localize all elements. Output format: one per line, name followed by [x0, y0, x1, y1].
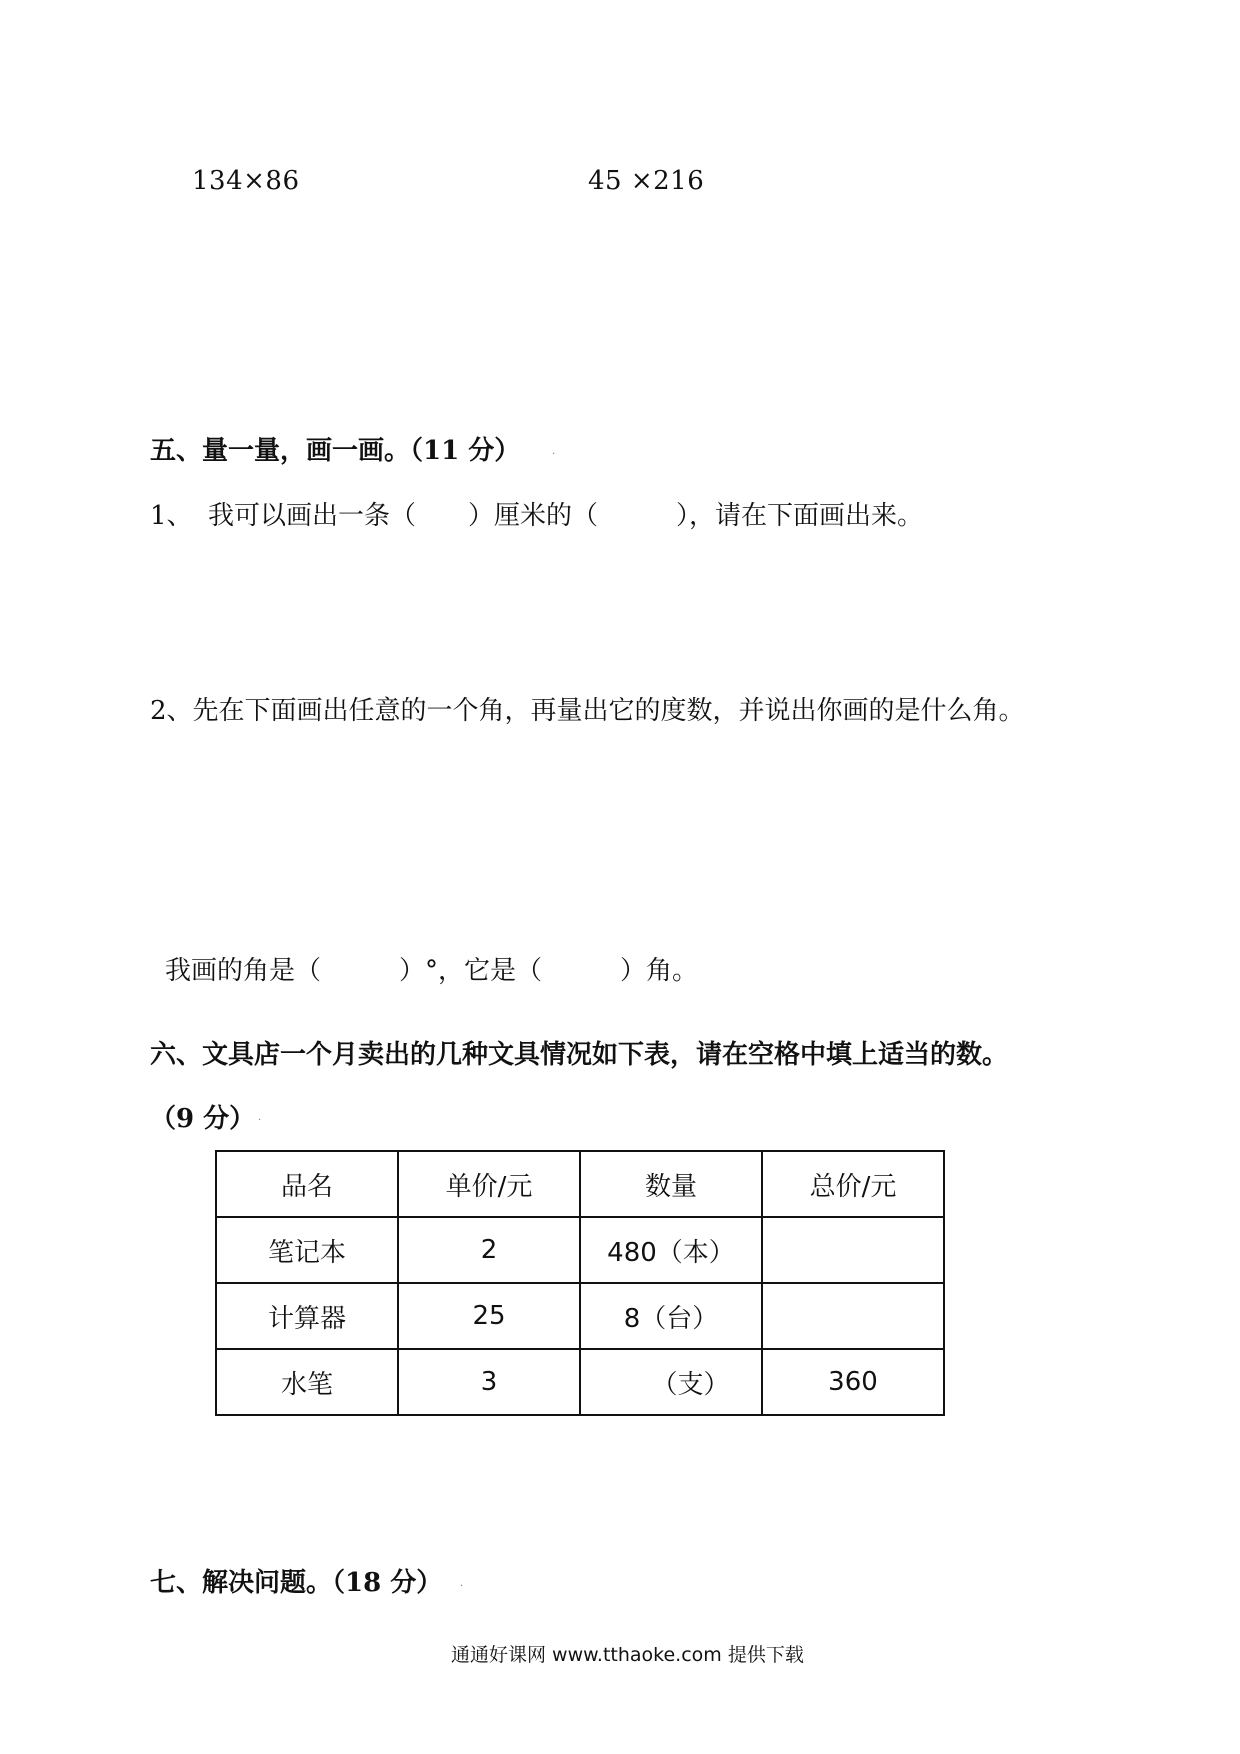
- stationery-sales-table: [215, 1150, 945, 1416]
- table-cell: 2: [398, 1217, 580, 1283]
- section-6-mark: .: [258, 1112, 262, 1123]
- table-row: [216, 1283, 944, 1349]
- table-header-cell: 品名: [216, 1151, 398, 1217]
- table-cell: 计算器: [216, 1283, 398, 1349]
- table-cell-blank: [762, 1283, 944, 1349]
- section-5-heading: 五、量一量，画一画。（11 分）: [150, 436, 521, 466]
- section-6-heading: 六、文具店一个月卖出的几种文具情况如下表，请在空格中填上适当的数。: [150, 1040, 1009, 1070]
- table-row: [216, 1349, 944, 1415]
- section-7-mark: .: [460, 1578, 464, 1589]
- question-1-number: 1、: [150, 501, 193, 531]
- section-7-heading: 七、解决问题。（18 分）: [150, 1568, 443, 1598]
- table-row: [216, 1217, 944, 1283]
- section-6-score: （9 分）: [150, 1104, 256, 1134]
- question-2-text: 2、先在下面画出任意的一个角，再量出它的度数，并说出你画的是什么角。: [150, 696, 1025, 726]
- question-1-text: 我可以画出一条（ ）厘米的（ ），请在下面画出来。: [208, 501, 924, 531]
- table-cell-blank: [762, 1217, 944, 1283]
- table-cell: 水笔: [216, 1349, 398, 1415]
- table-cell: 笔记本: [216, 1217, 398, 1283]
- calculation-2: 45 ×216: [588, 166, 705, 196]
- table-cell: 360: [762, 1349, 944, 1415]
- table-cell: （支）: [580, 1349, 762, 1415]
- table-header-cell: 单价/元: [398, 1151, 580, 1217]
- footer-source: 通通好课网 www.tthaoke.com 提供下载: [451, 1644, 804, 1666]
- calculation-1: 134×86: [192, 166, 300, 196]
- table-cell: 480（本）: [580, 1217, 762, 1283]
- table-header-cell: 数量: [580, 1151, 762, 1217]
- table-header-row: [216, 1151, 944, 1217]
- table-cell: 25: [398, 1283, 580, 1349]
- table-header-cell: 总价/元: [762, 1151, 944, 1217]
- angle-answer-line: 我画的角是（ ）°，它是（ ）角。: [165, 956, 699, 986]
- section-5-mark: .: [552, 446, 556, 457]
- table-cell: 8（台）: [580, 1283, 762, 1349]
- table-cell: 3: [398, 1349, 580, 1415]
